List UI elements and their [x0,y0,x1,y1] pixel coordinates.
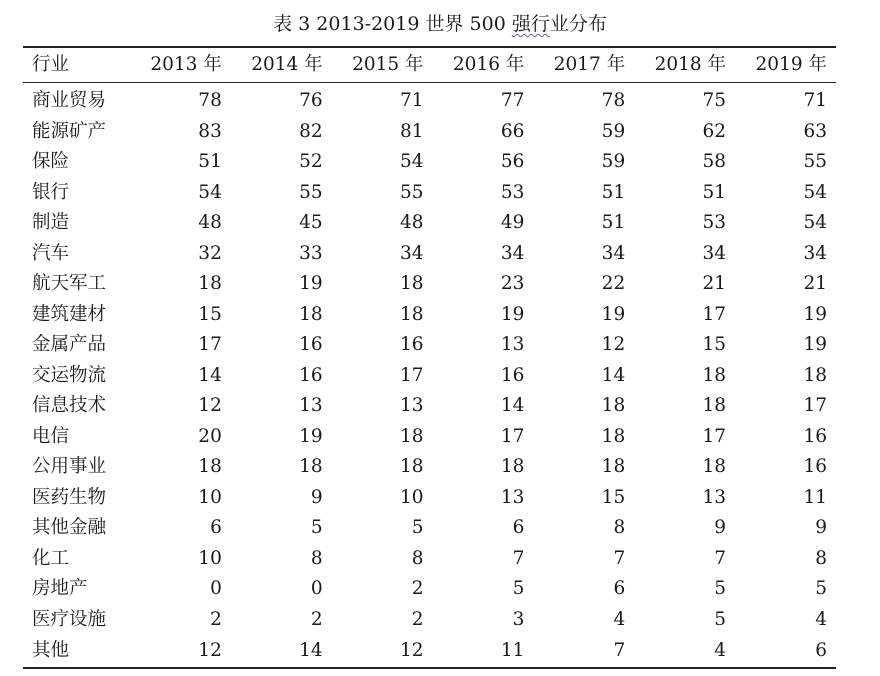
column-header-year: 2016 年 [433,47,534,83]
count-cell: 56 [500,151,525,172]
count-cell: 15 [601,486,626,508]
count-cell: 17 [399,364,424,386]
count-cell: 18 [702,364,727,386]
industry-name-cell: 医疗设施 [32,608,107,630]
count-cell: 4 [634,635,735,668]
industry-name-cell: 金属产品 [32,334,107,355]
count-cell: 52 [299,151,323,172]
count-cell: 7 [613,547,626,569]
count-cell: 66 [500,120,525,142]
count-cell: 5 [512,578,525,599]
count-cell: 8 [411,547,424,569]
count-cell: 6 [210,517,222,538]
industry-name-cell: 建筑建材 [32,303,107,325]
industry-name-cell: 交运物流 [32,364,107,386]
table-row [23,83,836,117]
count-cell: 17 [702,303,727,325]
caption-prefix: 表 3 2013-2019 世界 500 [273,13,512,35]
count-cell: 16 [803,425,827,447]
column-header-year: 2014 年 [231,47,332,83]
count-cell: 16 [299,364,323,386]
count-cell: 18 [399,273,424,294]
industry-name-cell: 房地产 [32,578,88,599]
count-cell: 48 [198,212,222,233]
count-cell: 4 [815,608,827,630]
count-cell: 34 [803,242,827,264]
count-cell: 8 [815,547,827,569]
count-cell: 19 [299,273,323,294]
count-cell: 82 [299,120,323,142]
count-cell: 18 [803,364,827,386]
table-row [23,269,836,300]
count-cell: 22 [601,273,626,294]
count-cell: 7 [512,547,525,569]
count-cell: 19 [803,334,827,355]
count-cell: 16 [803,456,827,477]
count-cell: 16 [399,334,424,355]
industry-name-cell: 保险 [32,151,70,172]
count-cell: 18 [500,456,525,477]
count-cell: 19 [500,303,525,325]
count-cell: 8 [613,517,626,538]
industry-name-cell: 医药生物 [32,486,107,508]
column-header-year: 2018 年 [634,47,735,83]
count-cell: 83 [198,120,222,142]
count-cell: 9 [714,517,727,538]
count-cell: 5 [411,517,424,538]
count-cell: 62 [702,120,727,142]
count-cell: 6 [613,578,626,599]
count-cell: 5 [815,578,827,599]
caption-suffix: 业分布 [549,13,607,35]
count-cell: 4 [613,608,626,630]
table-header [23,47,836,83]
count-cell: 17 [500,425,525,447]
count-cell: 32 [198,242,222,264]
industry-distribution-table [23,46,836,669]
industry-name-cell: 其他 [23,635,130,668]
count-cell: 19 [803,303,827,325]
count-cell: 11 [803,486,827,508]
count-cell: 53 [500,181,525,203]
table-row [23,574,836,605]
table-row [23,635,836,668]
table-row [23,300,836,331]
count-cell: 2 [411,578,424,599]
count-cell: 78 [601,90,626,111]
table-row [23,330,836,361]
industry-name-cell: 其他金融 [32,517,107,538]
count-cell: 12 [198,395,222,416]
count-cell: 76 [299,90,323,111]
count-cell: 9 [815,517,827,538]
count-cell: 54 [803,181,827,203]
count-cell: 10 [198,547,222,569]
count-cell: 20 [198,425,222,447]
count-cell: 19 [601,303,626,325]
count-cell: 18 [601,456,626,477]
table-row [23,239,836,270]
table-row [23,544,836,575]
count-cell: 81 [399,120,424,142]
count-cell: 17 [702,425,727,447]
count-cell: 14 [198,364,222,386]
count-cell: 8 [310,547,323,569]
column-header-year: 2017 年 [533,47,634,83]
count-cell: 12 [332,635,433,668]
count-cell: 75 [702,90,727,111]
count-cell: 11 [433,635,534,668]
count-cell: 59 [601,151,626,172]
count-cell: 5 [310,517,323,538]
count-cell: 5 [714,608,727,630]
count-cell: 18 [198,456,222,477]
count-cell: 18 [399,456,424,477]
count-cell: 34 [601,242,626,264]
industry-name-cell: 航天军工 [32,273,107,294]
count-cell: 55 [803,151,827,172]
count-cell: 10 [198,486,222,508]
count-cell: 13 [500,334,525,355]
column-header-year: 2013 年 [130,47,231,83]
caption-spellcheck-underlined-text[interactable]: 强行 [511,13,550,35]
table-row [23,361,836,392]
count-cell: 9 [310,486,323,508]
count-cell: 13 [702,486,727,508]
column-header-industry: 行业 [23,47,130,83]
count-cell: 19 [299,425,323,447]
count-cell: 6 [735,635,836,668]
industry-name-cell: 信息技术 [32,395,107,416]
table-body [23,83,836,669]
count-cell: 51 [198,151,222,172]
count-cell: 45 [299,212,323,233]
count-cell: 17 [198,334,222,355]
column-header-year: 2019 年 [735,47,836,83]
count-cell: 18 [198,273,222,294]
count-cell: 0 [210,578,222,599]
count-cell: 54 [399,151,424,172]
count-cell: 54 [803,212,827,233]
count-cell: 34 [500,242,525,264]
table-row [23,452,836,483]
table-row [23,178,836,209]
count-cell: 2 [310,608,323,630]
table-row [23,605,836,636]
count-cell: 23 [500,273,525,294]
count-cell: 2 [210,608,222,630]
table-row [23,208,836,239]
count-cell: 71 [399,90,424,111]
table-row [23,422,836,453]
count-cell: 21 [803,273,827,294]
industry-name-cell: 电信 [32,425,70,447]
table-row [23,391,836,422]
count-cell: 78 [198,90,222,111]
count-cell: 33 [299,242,323,264]
count-cell: 49 [500,212,525,233]
count-cell: 10 [399,486,424,508]
count-cell: 0 [310,578,323,599]
count-cell: 12 [601,334,626,355]
count-cell: 51 [601,181,626,203]
count-cell: 34 [399,242,424,264]
industry-name-cell: 制造 [32,212,70,233]
industry-name-cell: 化工 [32,547,70,569]
count-cell: 55 [299,181,323,203]
count-cell: 17 [803,395,827,416]
count-cell: 59 [601,120,626,142]
count-cell: 55 [399,181,424,203]
count-cell: 18 [399,425,424,447]
count-cell: 18 [299,303,323,325]
count-cell: 15 [702,334,727,355]
industry-name-cell: 公用事业 [32,456,107,477]
count-cell: 13 [299,395,323,416]
count-cell: 18 [399,303,424,325]
count-cell: 16 [299,334,323,355]
count-cell: 3 [512,608,525,630]
industry-name-cell: 能源矿产 [32,120,107,142]
count-cell: 21 [702,273,727,294]
count-cell: 18 [601,395,626,416]
count-cell: 13 [399,395,424,416]
count-cell: 51 [601,212,626,233]
table-row [23,513,836,544]
count-cell: 7 [714,547,727,569]
count-cell: 18 [299,456,323,477]
count-cell: 51 [702,181,727,203]
count-cell: 48 [399,212,424,233]
industry-name-cell: 商业贸易 [32,90,107,111]
table-row [23,483,836,514]
header-row [23,47,836,83]
count-cell: 15 [198,303,222,325]
count-cell: 14 [231,635,332,668]
count-cell: 2 [411,608,424,630]
table-row [23,147,836,178]
count-cell: 63 [803,120,827,142]
industry-name-cell: 汽车 [32,242,70,264]
table-row [23,117,836,148]
count-cell: 18 [601,425,626,447]
count-cell: 13 [500,486,525,508]
count-cell: 77 [500,90,525,111]
count-cell: 34 [702,242,727,264]
count-cell: 18 [702,456,727,477]
count-cell: 18 [702,395,727,416]
count-cell: 71 [803,90,827,111]
industry-name-cell: 银行 [32,181,70,203]
count-cell: 16 [500,364,525,386]
count-cell: 7 [533,635,634,668]
count-cell: 12 [130,635,231,668]
count-cell: 6 [512,517,525,538]
count-cell: 53 [702,212,727,233]
count-cell: 14 [601,364,626,386]
count-cell: 5 [714,578,727,599]
count-cell: 58 [702,151,727,172]
count-cell: 54 [198,181,222,203]
column-header-year: 2015 年 [332,47,433,83]
table-caption [0,11,880,37]
count-cell: 14 [500,395,525,416]
